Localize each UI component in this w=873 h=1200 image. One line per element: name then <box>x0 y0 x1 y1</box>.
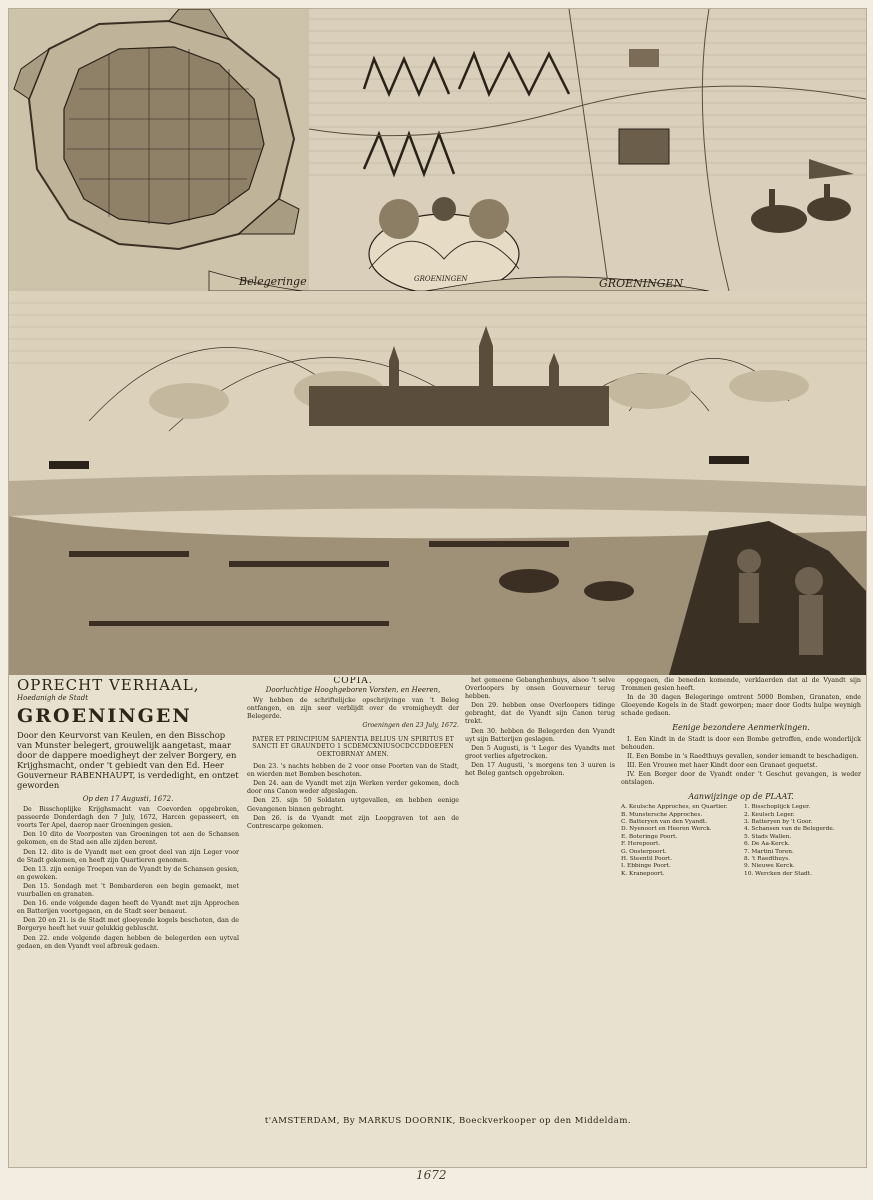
paragraph: Den 20 en 21. is de Stadt met gloeyende kogels beschoten, dan de Borgerye heeft het vuur gelukkig gebluscht. <box>17 917 239 933</box>
legend-item: F. Herepoort. <box>621 841 661 848</box>
legend-item: 4. Schansen van de Belegerde. <box>744 826 835 833</box>
latin-motto: PATER ET PRINCIPIUM SAPIENTIA BELIUS UN SPIRITUS ET SANCTI ET GRAUNDETO 1 SCDEMCXNIUSOCDCCDDOEFEN OEKTOBRNAY AMEN. <box>252 735 454 758</box>
remark: III. Een Vrouwe met haer Kindt door een Granaet gequetst. <box>627 761 818 769</box>
report-date: Op den 17 Augusti, 1672. <box>82 795 174 803</box>
engraving-image <box>9 9 866 675</box>
legend-item: K. Kranepoort. <box>621 870 665 877</box>
paragraph: Den 10 dito de Voorposten van Groeningen tot aen de Schansen gekomen, en de Stad aen alle zijden berent. <box>17 831 239 847</box>
legend-item: 5. Stads Wallen. <box>744 833 792 840</box>
column-1 <box>17 677 239 1167</box>
city-name: GROENINGEN <box>17 705 192 727</box>
paragraph: Den 17 Augusti, 's morgens ten 3 uuren is het Beleg gantsch opgebroken. <box>465 761 615 778</box>
legend-item: 10. Wercken der Stadt. <box>744 870 812 877</box>
legend-item: D. Nyenoort en Heeren Werck. <box>621 826 712 833</box>
legend-item: E. Boteringe Poort. <box>621 833 678 840</box>
remark: IV. Een Borger door de Vyandt onder 't Geschut gevangen, is weder ontslagen. <box>621 770 861 787</box>
legend-item: 6. De Aa-Kerck. <box>744 841 790 848</box>
publisher-imprint: t'AMSTERDAM, By MARKUS DOORNIK, Boeckverkooper op den Middeldam. <box>264 1116 632 1126</box>
legend-numbers <box>744 804 861 878</box>
paragraph: De Bisschoplijke Krijghsmacht van Coevorden opgebroken, passeerde Donderdagh den 7 July, 1672, Harcen gepasseert, en voorts Ter Apel, daerop naer Groeningen gesien. <box>17 806 239 830</box>
column-2 <box>247 677 459 1167</box>
engraving-plate <box>8 8 867 1168</box>
paragraph: Den 22. ende volgende dagen hebben de belegerden een uytval gedaen, en den Vyandt veel afbreuk gedaen. <box>17 934 239 950</box>
siege-panorama-illustration <box>9 291 866 675</box>
map-label-center: GROENINGEN <box>414 275 468 283</box>
legend-item: 7. Martini Toren. <box>744 848 794 855</box>
legend-item: 8. 't Raedthuys. <box>744 856 791 863</box>
map-label-right: GROENINGEN <box>599 277 684 290</box>
column-3 <box>465 677 615 1167</box>
legend-item: A. Keulsche Approches, en Quartier. <box>621 804 728 811</box>
paragraph: Den 13. zijn eenige Troepen van de Vyandt by de Schansen gesien, en geweken. <box>17 865 239 881</box>
paragraph: Den 12. dito is de Vyandt met een groot deel van zijn Leger voor de Stadt gekomen, en heeft zijn Quartieren genomen. <box>17 848 239 864</box>
letter-text: Wy hebben de schriftelijcke opschrijvinge van 't Beleg ontfangen, en zijn seer verblijdt over de vromigheydt der Belegerde. <box>247 697 459 721</box>
paragraph: opgegaen, die beneden komende, verklaerden dat al de Vyandt sijn Trommen gesien heeft. <box>621 677 861 693</box>
legend-letters <box>621 804 738 878</box>
paragraph: Den 30. hebben de Belegerden den Vyandt uyt sijn Batterijen geslagen. <box>465 727 615 743</box>
paragraph: Den 5 Augusti, is 't Leger des Vyandts met groot verlies afgetrocken. <box>465 744 615 760</box>
paragraph: Den 25. sijn 50 Soldaten uytgevallen, en hebben eenige Gevangenen binnen gebraght. <box>247 797 459 813</box>
remark: II. Een Bombe in 's Raedthuys gevallen, sonder iemandt te beschadigen. <box>627 752 859 760</box>
paragraph: Den 26. is de Vyandt met zijn Loopgraven tot aen de Contrescarpe gekomen. <box>247 814 459 830</box>
siege-map-illustration <box>9 9 866 291</box>
legend-item: H. Steentil Poort. <box>621 856 673 863</box>
legend-item: I. Ebbinge Poort. <box>621 863 671 870</box>
legend-item: B. Munstersche Approches. <box>621 811 703 818</box>
paragraph: het gemeene Gebanghenhuys, alsoo 't selve Overloopers by onsen Gouverneur terug hebben. <box>465 677 615 701</box>
subtitle: Hoedanigh de Stadt <box>17 694 89 702</box>
letter-salutation: Doorluchtige Hooghgeboren Vorsten, en Heeren, <box>265 686 441 695</box>
copia-heading: COPIA. <box>333 677 373 686</box>
paragraph: In de 30 dagen Belegeringe omtrent 5000 Bomben, Granaten, ende Gloeyende Kogels in de Stadt geworpen; maer door Godts hulpe weynigh schade gedaen. <box>621 694 861 718</box>
main-title: OPRECHT VERHAAL, <box>17 677 200 694</box>
paragraph: Den 24. aan de Vyandt met zijn Werken verder gekomen, doch door ons Canon weder afgeslagen. <box>247 780 459 796</box>
legend-item: 1. Bisschoplijck Leger. <box>744 804 811 811</box>
legend-item: G. Oosterpoort. <box>621 848 667 855</box>
paragraph: Den 15. Sondagh met 't Bombarderen een begin gemaekt, met vuurballen en granaten. <box>17 882 239 899</box>
paragraph: Den 16. ende volgende dagen heeft de Vyandt met zijn Approchen en Batterijen voortgegaen, en de Stadt seer benaeut. <box>17 900 239 916</box>
legend-item: 9. Nieuwe Kerck. <box>744 863 795 870</box>
legend-item: C. Batteryen van den Vyandt. <box>621 819 708 826</box>
legend-item: 2. Keulsch Leger. <box>744 811 795 818</box>
handwritten-year: 1672 <box>416 1168 447 1182</box>
lead-paragraph: Door den Keurvorst van Keulen, en den Bisschop van Munster belegert, grouwelijk aangetast, maar door de dappere moedigheyt der zelver Borgery, en Krijghsmacht, onder 't gebiedt van den Ed. Heer Gouverneur RABENHAUPT, is verdedight, en ontzet geworden <box>17 730 239 790</box>
letter-date: Groeningen den 23 July, 1672. <box>362 722 459 730</box>
paragraph: Den 23. 's nachts hebben de 2 voor onse Poorten van de Stadt, en wierden met Bomben beschoten. <box>247 763 459 779</box>
legend-item: 3. Batteryen by 't Goor. <box>744 819 813 826</box>
remark: I. Een Kindt in de Stadt is door een Bombe getroffen, ende wonderlijck behouden. <box>621 735 861 751</box>
city-plan <box>9 9 309 291</box>
printed-text <box>9 677 866 1167</box>
legend-heading: Aanwijzinge op de PLAAT. <box>688 792 794 802</box>
column-4 <box>621 677 861 1167</box>
paragraph: Den 29. hebben onse Overloopers tidinge gebraght, dat de Vyandt sijn Canon terug trekt. <box>465 702 615 726</box>
remarks-heading: Eenige bezondere Aenmerkingen. <box>672 723 810 733</box>
plate-legend <box>621 804 861 878</box>
map-label-left: Belegeringe <box>239 275 307 288</box>
